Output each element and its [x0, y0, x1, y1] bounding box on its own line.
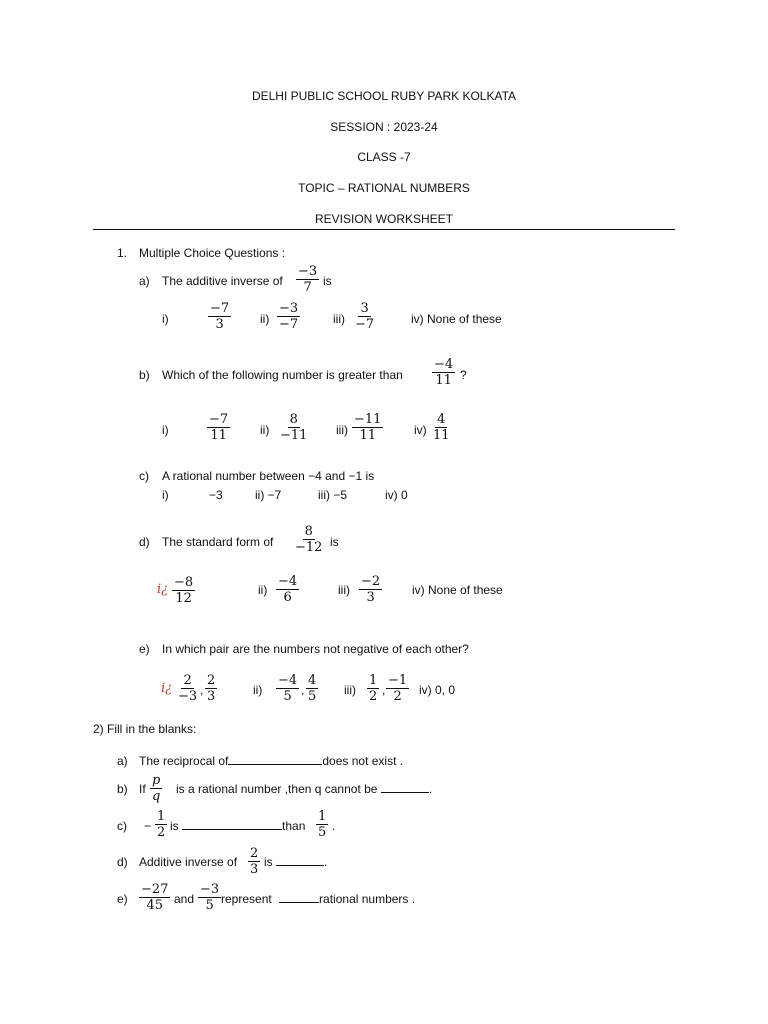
q1e-text: In which pair are the numbers not negative of each other?: [162, 642, 469, 656]
q1d-opt-iii: [359, 574, 382, 605]
q1a-text: The additive inverse of: [162, 274, 283, 288]
q2-title: 2) Fill in the blanks:: [93, 722, 197, 736]
q1e-opt-iii-frac1: [367, 673, 379, 704]
q1d-label: d): [139, 535, 150, 549]
q1a-opt-iii-label: iii): [333, 312, 345, 326]
q1a-opt-iv: iv) None of these: [411, 312, 502, 326]
numerator: 1: [318, 809, 327, 824]
q1a-opt-i: [208, 301, 231, 332]
q1e-opt-ii-frac1: [276, 673, 299, 704]
q1d-fraction: [293, 524, 324, 555]
q1e-opt-iii-label: iii): [344, 683, 356, 697]
q1b-opt-i: [207, 412, 230, 443]
school-name: DELHI PUBLIC SCHOOL RUBY PARK KOLKATA: [251, 89, 517, 103]
numerator: −3: [200, 882, 220, 897]
q2d-end: .: [324, 855, 328, 869]
q2b-fraction: [150, 773, 162, 804]
numerator: 4: [437, 412, 446, 427]
q2a-post: does not exist .: [322, 754, 404, 768]
q2c-minus: −: [144, 819, 152, 833]
denominator: 3: [366, 590, 375, 605]
denominator: 5: [318, 825, 327, 840]
numerator: −7: [210, 301, 230, 316]
worksheet-title: REVISION WORKSHEET: [314, 212, 454, 226]
q1-number: 1.: [117, 246, 128, 260]
q1e-label: e): [139, 642, 150, 656]
q1b-opt-iv: [431, 412, 452, 443]
denominator: 5: [205, 898, 214, 913]
q1b-opt-i-label: i): [162, 423, 169, 437]
q1c-opt-i-label: i): [162, 488, 169, 502]
q2a-blank[interactable]: [228, 754, 322, 765]
q2c-text: [170, 819, 305, 833]
numerator: 8: [304, 524, 313, 539]
denominator: −11: [280, 428, 308, 443]
q1b-opt-ii: [278, 412, 309, 443]
q1d-opt-ii: [276, 574, 299, 605]
q2c-fraction2: [316, 809, 328, 840]
q1a-numerator: −3: [298, 264, 318, 279]
q1c-opt-i: −3: [209, 488, 223, 502]
q1d-opt-ii-label: ii): [258, 583, 268, 597]
numerator: −1: [388, 673, 408, 688]
q1e-opt-iii-frac2: [386, 673, 409, 704]
q2c-label: c): [117, 819, 127, 833]
q1a-opt-iii: [353, 301, 376, 332]
numerator: −4: [278, 673, 298, 688]
denominator: 11: [210, 428, 227, 443]
numerator: 4: [308, 673, 317, 688]
numerator: 2: [183, 673, 192, 688]
q1d-opt-i-label: i¿: [157, 582, 169, 597]
q1d-opt-iii-label: iii): [338, 583, 350, 597]
numerator: 2: [250, 846, 259, 861]
class: CLASS -7: [357, 150, 411, 164]
numerator: −11: [354, 412, 382, 427]
q1d-opt-iv: iv) None of these: [412, 583, 503, 597]
q2e-fraction1: [139, 882, 170, 913]
denominator: −3: [178, 689, 198, 704]
q2d-blank[interactable]: [276, 855, 324, 866]
q2b-label: b): [117, 782, 128, 796]
q2c-fraction1: [155, 809, 167, 840]
numerator: −4: [434, 357, 454, 372]
q1-title: Multiple Choice Questions :: [139, 246, 286, 260]
q1a-post: is: [323, 274, 332, 288]
denominator: 3: [207, 689, 216, 704]
q2d-post: is: [264, 855, 273, 869]
q1e-opt-i-label: i¿: [161, 681, 173, 696]
q1a-label: a): [139, 274, 150, 288]
q1a-opt-i-label: i): [162, 312, 169, 326]
denominator: 11: [359, 428, 376, 443]
q1a-opt-ii-label: ii): [260, 312, 270, 326]
numerator: 1: [369, 673, 378, 688]
q1b-label: b): [139, 368, 150, 382]
q1a-fraction: [296, 264, 319, 295]
q2b-end: .: [428, 782, 433, 796]
q2e-end: rational numbers .: [319, 892, 416, 906]
denominator: −12: [295, 540, 323, 555]
header-rule: [93, 229, 675, 230]
denominator: −7: [355, 317, 375, 332]
numerator: 2: [207, 673, 216, 688]
q2c-blank[interactable]: [182, 819, 282, 830]
q2a-pre: The reciprocal of: [139, 754, 229, 768]
q1a-opt-ii: [277, 301, 300, 332]
q1d-post: is: [330, 535, 339, 549]
numerator: 3: [360, 301, 369, 316]
q2b-text: [176, 782, 432, 796]
denominator: 11: [433, 428, 450, 443]
numerator: −3: [279, 301, 299, 316]
denominator: 3: [250, 862, 259, 877]
q1e-opt-i-frac1: [176, 673, 199, 704]
q2e-label: e): [117, 892, 128, 906]
denominator: 3: [215, 317, 224, 332]
q2a-label: a): [117, 754, 128, 768]
q2a-text: [139, 754, 403, 768]
numerator: 8: [289, 412, 298, 427]
q1e-opt-i-sep: ,: [200, 683, 204, 697]
q1e-opt-ii-label: ii): [253, 683, 263, 697]
denominator: 2: [393, 689, 402, 704]
q1d-opt-i: [172, 575, 195, 606]
q2e-and: and: [174, 892, 195, 906]
q2b-pre: If: [139, 782, 146, 796]
q2e-text: [221, 892, 415, 906]
q1b-opt-iii: [352, 412, 383, 443]
numerator: −4: [278, 574, 298, 589]
denominator: 11: [435, 373, 452, 388]
q2d-label: d): [117, 855, 128, 869]
q2c-end: .: [332, 819, 336, 833]
q2b-post: is a rational number ,then q cannot be: [176, 782, 378, 796]
q2b-blank[interactable]: [381, 782, 429, 793]
session: SESSION : 2023-24: [330, 120, 438, 134]
q1b-opt-iii-label: iii): [336, 423, 348, 437]
denominator: 6: [283, 590, 292, 605]
denominator: 12: [175, 591, 192, 606]
q1e-opt-iv: iv) 0, 0: [419, 683, 456, 697]
q2d-pre: Additive inverse of: [139, 855, 238, 869]
denominator: −7: [279, 317, 299, 332]
q1e-opt-ii-sep: ,: [301, 683, 305, 697]
q1e-opt-i-frac2: [205, 673, 217, 704]
topic: TOPIC – RATIONAL NUMBERS: [298, 181, 470, 195]
q1c-opt-iii: iii) −5: [318, 488, 348, 502]
q1c-text: A rational number between −4 and −1 is: [162, 469, 375, 483]
q2c-is: is: [170, 819, 179, 833]
q2d-text: [264, 855, 327, 869]
q1b-post: ?: [460, 368, 467, 382]
q1a-denominator: 7: [303, 280, 312, 295]
numerator: −2: [361, 574, 381, 589]
q1b-text: Which of the following number is greater than: [162, 368, 403, 382]
q1c-label: c): [139, 469, 149, 483]
q2c-than: than: [282, 819, 306, 833]
q1b-opt-ii-label: ii): [260, 423, 270, 437]
denominator: 2: [369, 689, 378, 704]
q2e-fraction2: [198, 882, 221, 913]
numerator: −8: [174, 575, 194, 590]
q2d-fraction: [248, 846, 260, 877]
q2e-post: represent: [221, 892, 272, 906]
q1c-opt-iv: iv) 0: [385, 488, 408, 502]
q1c-opt-ii: ii) −7: [255, 488, 282, 502]
denominator: 5: [283, 689, 292, 704]
denominator: 5: [308, 689, 317, 704]
denominator: q: [152, 789, 161, 804]
q2e-blank[interactable]: [279, 892, 319, 903]
numerator: −27: [141, 882, 169, 897]
numerator: p: [152, 773, 161, 788]
q1e-opt-ii-frac2: [306, 673, 318, 704]
q1b-opt-iv-label: iv): [414, 423, 427, 437]
q1d-text: The standard form of: [162, 535, 274, 549]
denominator: 2: [157, 825, 166, 840]
numerator: −7: [209, 412, 229, 427]
q1e-opt-iii-sep: ,: [382, 683, 386, 697]
numerator: 1: [157, 809, 166, 824]
denominator: 45: [146, 898, 163, 913]
q1b-fraction: [432, 357, 455, 388]
